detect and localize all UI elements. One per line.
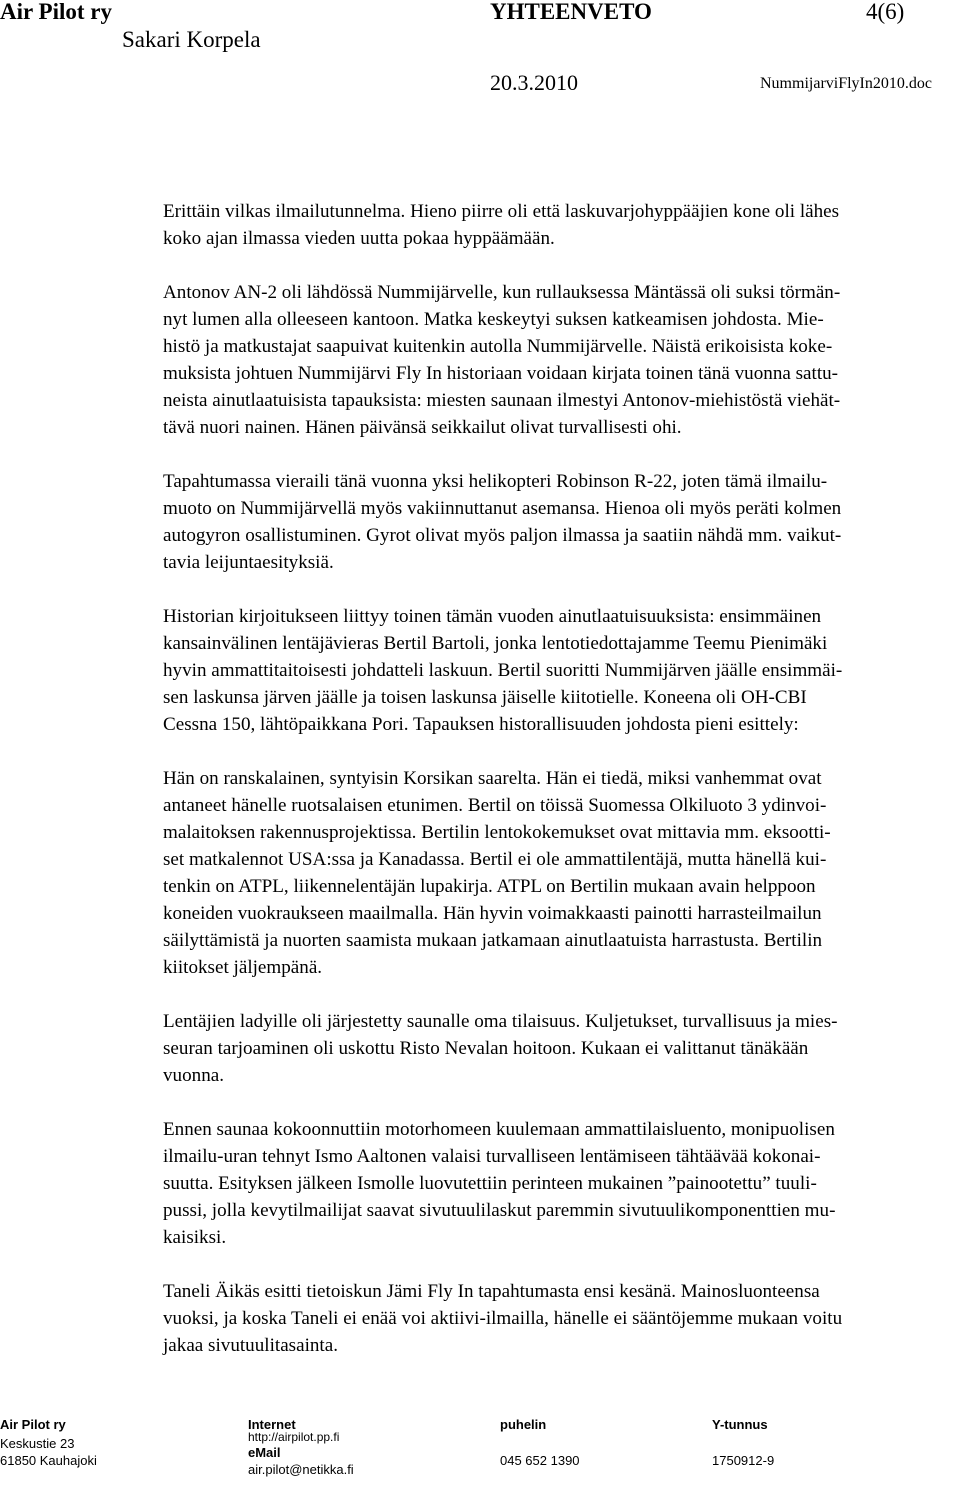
paragraph: [163, 765, 960, 981]
footer-business-id: [712, 1416, 774, 1469]
footer-org-heading: Air Pilot ry: [0, 1417, 66, 1432]
paragraph-line: koko ajan ilmassa vieden uutta pokaa hyppäämään.: [163, 228, 555, 249]
paragraph-line: malaitoksen rakennusprojektissa. Bertilin lentokokemukset ovat mittavia mm. eksootti-: [163, 822, 831, 843]
paragraph-line: Historian kirjoitukseen liittyy toinen tämän vuoden ainutlaatuisuuksista: ensimmäinen: [163, 606, 822, 627]
paragraph-line: suutta. Esityksen jälkeen Ismolle luovutettiin perinteen mukainen ”painootettu” tuuli-: [163, 1173, 817, 1194]
paragraph: [163, 603, 960, 738]
paragraph-line: kiitokset jäljempänä.: [163, 957, 323, 978]
paragraph-line: Tapahtumassa vieraili tänä vuonna yksi helikopteri Robinson R-22, joten tämä ilmailu-: [163, 471, 828, 492]
paragraph: [163, 1008, 960, 1089]
footer-business-id-heading: Y-tunnus: [712, 1417, 768, 1432]
paragraph-line: jakaa sivutuulitasainta.: [163, 1335, 338, 1356]
paragraph: [163, 468, 960, 576]
paragraph-line: vuonna.: [163, 1065, 224, 1086]
paragraph: [163, 1278, 960, 1359]
footer-phone-heading: puhelin: [500, 1417, 547, 1432]
page-footer: [0, 1416, 960, 1486]
paragraph-line: histö ja matkustajat saapuivat kuitenkin autolla Nummijärvelle. Näistä erikoisista koke-: [163, 336, 833, 357]
paragraph-line: nyt lumen alla olleeseen kantoon. Matka keskeytyi suksen katkeamisen johdosta. Mie-: [163, 309, 824, 330]
header-author: Sakari Korpela: [122, 27, 261, 52]
paragraph-line: pussi, jolla kevytilmailijat saavat sivutuulilaskut paremmin sivutuulikomponenttien mu-: [163, 1200, 836, 1221]
paragraph-line: tenkin on ATPL, liikennelentäjän lupakirja. ATPL on Bertilin mukaan avain helppoon: [163, 876, 816, 897]
paragraph-line: ilmailu-uran tehnyt Ismo Aaltonen valaisi turvalliseen lentämiseen tähtäävää kokonai-: [163, 1146, 821, 1167]
footer-organization: [0, 1416, 97, 1469]
paragraph-line: Ennen saunaa kokoonnuttiin motorhomeen kuulemaan ammattilaisluento, monipuolisen: [163, 1119, 835, 1140]
paragraph-line: vuoksi, ja koska Taneli ei enää voi aktiivi-ilmailla, hänelle ei sääntöjemme mukaan voitu: [163, 1308, 843, 1329]
paragraph-line: Cessna 150, lähtöpaikkana Pori. Tapauksen historallisuuden johdosta pieni esittely:: [163, 714, 799, 735]
paragraph-line: muksista johtuen Nummijärvi Fly In historiaan voidaan kirjata toinen tänä vuonna sattu-: [163, 363, 839, 384]
paragraph-line: seuran tarjoaminen oli uskottu Risto Nevalan hoitoon. Kukaan ei valittanut tänäkään: [163, 1038, 809, 1059]
paragraph-line: set matkalennot USA:ssa ja Kanadassa. Bertil ei ole ammattilentäjä, mutta hänellä kui-: [163, 849, 827, 870]
paragraph-line: Lentäjien ladyille oli järjestetty saunalle oma tilaisuus. Kuljetukset, turvallisuus ja mies-: [163, 1011, 838, 1032]
header-organization: Air Pilot ry: [0, 0, 112, 24]
footer-business-id-number: 1750912-9: [712, 1453, 775, 1468]
paragraph-line: koneiden vuokraukseen maailmalla. Hän hyvin voimakkaasti painotti harrasteilmailun: [163, 903, 822, 924]
header-filename: NummijarviFlyIn2010.doc: [760, 75, 932, 92]
paragraph-line: Taneli Äikäs esitti tietoiskun Jämi Fly In tapahtumasta ensi kesänä. Mainosluonteensa: [163, 1281, 820, 1302]
header-date: 20.3.2010: [490, 70, 578, 95]
footer-internet-heading: Internet: [248, 1417, 296, 1432]
paragraph: [163, 198, 960, 252]
footer-street-address: Keskustie 23: [0, 1436, 75, 1451]
footer-phone-number: 045 652 1390: [500, 1453, 580, 1468]
footer-postal-address: 61850 Kauhajoki: [0, 1453, 97, 1468]
document-body: [163, 198, 960, 1359]
footer-phone: [500, 1416, 580, 1469]
footer-internet: [248, 1416, 354, 1478]
paragraph: [163, 1116, 960, 1251]
header-document-title: YHTEENVETO: [490, 0, 652, 24]
paragraph-line: kansainvälinen lentäjävieras Bertil Bartoli, jonka lentotiedottajamme Teemu Pienimäki: [163, 633, 828, 654]
footer-email-link[interactable]: air.pilot@netikka.fi: [248, 1462, 354, 1477]
paragraph-line: hyvin ammattitaitoisesti johdatteli laskuun. Bertil suoritti Nummijärven jäälle ensimmäi-: [163, 660, 843, 681]
paragraph-line: autogyron osallistuminen. Gyrot olivat myös paljon ilmassa ja saatiin nähdä mm. vaikut-: [163, 525, 842, 546]
paragraph-line: Antonov AN-2 oli lähdössä Nummijärvelle, kun rullauksessa Mäntässä oli suksi törmän-: [163, 282, 841, 303]
paragraph-line: tävä nuori nainen. Hänen päivänsä seikkailut olivat turvallisesti ohi.: [163, 417, 682, 438]
paragraph-line: kaisiksi.: [163, 1227, 227, 1248]
header-page-number: 4(6): [866, 0, 905, 24]
paragraph-line: sen laskunsa järven jäälle ja toisen laskunsa jäiselle kiitotielle. Koneena oli OH-CBI: [163, 687, 807, 708]
paragraph-line: Erittäin vilkas ilmailutunnelma. Hieno piirre oli että laskuvarjohyppääjien kone oli lähes: [163, 201, 840, 222]
paragraph-line: muoto on Nummijärvellä myös vakiinnuttanut asemansa. Hienoa oli myös peräti kolmen: [163, 498, 842, 519]
paragraph-line: säilyttämistä ja nuorten saamista mukaan jatkamaan ainutlaatuista harrastusta. Bertilin: [163, 930, 823, 951]
paragraph: [163, 279, 960, 441]
footer-email-label: eMail: [248, 1445, 281, 1460]
paragraph-line: Hän on ranskalainen, syntyisin Korsikan saarelta. Hän ei tiedä, miksi vanhemmat ovat: [163, 768, 822, 789]
paragraph-line: neista ainutlaatuisista tapauksista: miesten saunaan ilmestyi Antonov-miehistöstä viehät-: [163, 390, 841, 411]
paragraph-line: tavia leijuntaesityksiä.: [163, 552, 334, 573]
footer-website-link[interactable]: http://airpilot.pp.fi: [248, 1430, 340, 1444]
paragraph-line: antaneet hänelle ruotsalaisen etunimen. Bertil on töissä Suomessa Olkiluoto 3 ydinvoi-: [163, 795, 827, 816]
